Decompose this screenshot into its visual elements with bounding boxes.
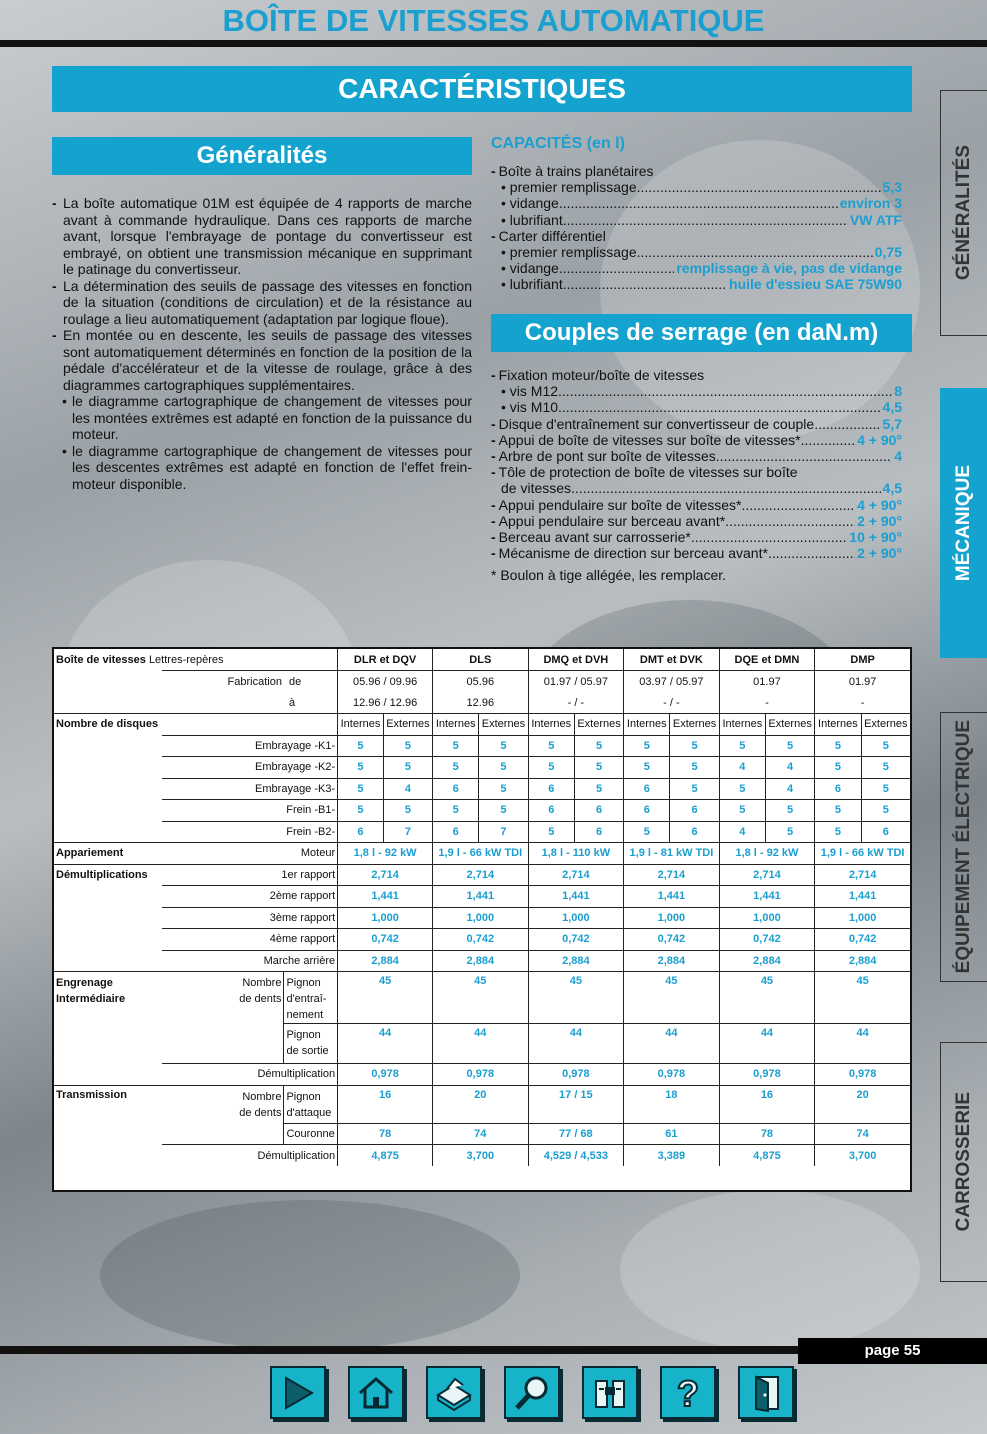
table-value: 5 [861,800,910,822]
search-icon [512,1373,552,1413]
tab-mecanique[interactable]: MÉCANIQUE [940,388,987,658]
table-value: 1,441 [624,886,720,908]
table-value: 78 [338,1123,433,1145]
table-value: 1,9 l - 81 kW TDI [624,843,720,865]
table-value: 6 [815,778,861,800]
table-cell: Fabrication [226,671,284,693]
table-value: 3,700 [815,1145,910,1167]
table-cell: à [289,696,296,709]
table-value: 4,529 / 4,533 [528,1145,624,1167]
table-value: 7 [383,821,432,843]
table-value: 6 [338,821,384,843]
torque-row: • vis M10 ..... 4,5 [491,399,902,415]
table-value: 6 [624,800,670,822]
table-value: 1,000 [528,907,624,929]
table-row [54,821,910,843]
table-value: 0,978 [433,1064,529,1086]
table-value: 5 [624,757,670,779]
table-value: 1,9 l - 66 kW TDI [433,843,529,865]
table-row [54,649,910,671]
table-value: 5 [766,800,815,822]
table-cell [162,1024,284,1064]
table-value: 5 [719,735,765,757]
table-section-label: Appariement [54,843,226,865]
svg-text:?: ? [677,1372,699,1413]
table-cell: 01.97 / 05.97 [528,671,624,693]
table-value: 5 [383,735,432,757]
table-cell: - / - [528,692,624,714]
torque-row: - Arbre de pont sur boîte de vitesses ..... 4 [491,448,902,464]
table-value: 2,714 [338,864,433,886]
table-cell [54,950,162,972]
table-cell: Internes [433,714,479,736]
table-value: 1,441 [528,886,624,908]
table-row [54,757,910,779]
tab-equipement-electrique[interactable]: ÉQUIPEMENT ÉLECTRIQUE [940,712,987,982]
table-cell [54,735,162,757]
table-cell: 01.97 [719,671,815,693]
table-value: 5 [624,735,670,757]
table-value: 5 [433,800,479,822]
generalites-subitem: • le diagramme cartographique de changement de vitesses pour les descentes extrêmes est adapté en fonction de l'effet frein-moteur disponible. [62,442,472,492]
binoculars-button[interactable] [582,1366,638,1419]
table-value: 0,742 [528,929,624,951]
table-row [54,692,910,714]
search-button[interactable] [504,1366,560,1419]
tab-generalites[interactable]: GÉNÉRALITÉS [940,90,987,336]
table-row [54,778,910,800]
table-cell: - [815,692,910,714]
table-cell: Embrayage -K1- [162,735,338,757]
table-row [54,800,910,822]
background-shape [100,1200,520,1350]
table-cell: Moteur [226,843,338,865]
table-value: 2,884 [719,950,815,972]
table-value: 4 [766,778,815,800]
table-value: 5 [861,778,910,800]
table-value: 5 [574,757,623,779]
table-value: 2,714 [433,864,529,886]
table-value: 0,742 [815,929,910,951]
table-value: 44 [528,1024,624,1064]
table-row [54,972,910,1024]
capacites-title: CAPACITÉS (en l) [491,135,625,152]
table-cell: Embrayage -K3- [162,778,338,800]
couples-list: - Fixation moteur/boîte de vitesses • vis M12 ..... 8 • vis M10 ..... 4,5 - Disque d'entraînement sur convertisseur de couple ..... 5,7 - Appui de boîte de vitesses sur boîte de vitesses* ..... 4 + 90° - Arbre de pont sur boîte de vitesses ..... 4 - Tôle de protection de boîte de vitesses sur boîte de vitesses ..... 4,5 - Appui pendulaire sur boîte de vitesses* ..... 4 + 90° - Appui pendulaire sur berceau avant* ..... 2 + 90° - Berceau avant sur carrosserie* ..... 10 + 90° - Mécanisme de direction sur berceau avant* ..... 2 + 90° * Boulon à tige allégée, les remplacer. [491,367,902,584]
table-value: 5 [766,735,815,757]
table-value: 45 [528,972,624,1024]
table-value: 5 [815,757,861,779]
table-cell [162,907,226,929]
table-value: 5 [383,800,432,822]
table-cell: Embrayage -K2- [162,757,338,779]
table-cell [54,778,162,800]
table-cell: 12.96 [433,692,529,714]
table-cell: Pignon d'attaque [284,1085,338,1123]
table-value: 6 [433,778,479,800]
table-header-cell: DMT et DVK [624,649,720,671]
table-row [54,714,910,736]
page-title: BOÎTE DE VITESSES AUTOMATIQUE [222,3,765,38]
table-value: 2,884 [338,950,433,972]
table-value: 5 [338,757,384,779]
capacity-row: • premier remplissage ..... 5,3 [491,179,902,195]
table-value: 5 [861,735,910,757]
torque-row: - Berceau avant sur carrosserie* ..... 10 + 90° [491,529,902,545]
table-value: 5 [815,821,861,843]
table-value: 45 [719,972,815,1024]
table-cell: - / - [624,692,720,714]
table-cell: 01.97 [815,671,910,693]
table-row [54,950,910,972]
table-value: 2,884 [433,950,529,972]
table-cell: Externes [479,714,528,736]
table-cell: Marche arrière [226,950,338,972]
table-value: 0,742 [338,929,433,951]
table-value: 44 [815,1024,910,1064]
table-header-cell: DQE et DMN [719,649,815,671]
torque-note: * Boulon à tige allégée, les remplacer. [491,567,727,584]
table-cell: Externes [861,714,910,736]
table-cell: Démultiplication [162,1064,338,1086]
table-cell [54,1064,162,1086]
table-value: 1,441 [338,886,433,908]
table-value: 0,978 [815,1064,910,1086]
table-value: 6 [574,800,623,822]
table-value: 0,742 [624,929,720,951]
table-section-label: Nombre de disques [54,714,338,736]
background-shape [620,1190,920,1350]
table-value: 6 [624,778,670,800]
table-row [54,886,910,908]
table-value: 45 [624,972,720,1024]
table-value: 1,000 [338,907,433,929]
table-cell: Pignon de sortie [284,1024,338,1064]
table-value: 2,884 [528,950,624,972]
table-cell: Frein -B1- [162,800,338,822]
table-value: 6 [670,821,719,843]
table-cell: 05.96 [433,671,529,693]
home-icon [356,1373,396,1413]
torque-row: - Appui pendulaire sur boîte de vitesses* ..... 4 + 90° [491,497,902,513]
capacity-row: • lubrifiant ..... VW ATF [491,212,902,228]
table-value: 74 [815,1123,910,1145]
table-value: 5 [338,778,384,800]
table-cell [54,671,162,693]
table-cell: 4ème rapport [226,929,338,951]
table-value: 74 [433,1123,529,1145]
table-value: 4,875 [719,1145,815,1167]
table-value: 1,000 [433,907,529,929]
table-value: 44 [624,1024,720,1064]
table-value: 1,8 l - 92 kW [719,843,815,865]
table-value: 6 [528,778,574,800]
table-cell [162,950,226,972]
table-value: 1,000 [719,907,815,929]
table-value: 5 [670,735,719,757]
table-value: 4 [719,757,765,779]
table-cell: Frein -B2- [162,821,338,843]
table-value: 0,978 [528,1064,624,1086]
table-value: 5 [815,735,861,757]
table-cell: 2ème rapport [226,886,338,908]
table-value: 5 [479,778,528,800]
table-section-label: Engrenage Intermédiaire [54,972,162,1024]
table-cell: Démultiplication [162,1145,338,1167]
table-cell: Internes [719,714,765,736]
table-value: 5 [433,757,479,779]
table-row [54,929,910,951]
couples-title: Couples de serrage (en daN.m) [491,314,912,352]
table-cell [54,1145,162,1167]
table-row [54,1024,910,1064]
table-value: 45 [433,972,529,1024]
table-cell [162,692,226,714]
table-value: 3,700 [433,1145,529,1167]
exit-button[interactable] [738,1366,794,1419]
table-cell: Internes [528,714,574,736]
table-value: 5 [719,778,765,800]
table-value: 5 [479,735,528,757]
table-value: 17 / 15 [528,1085,624,1123]
table-value: 18 [624,1085,720,1123]
table-value: 0,742 [433,929,529,951]
table-value: 20 [815,1085,910,1123]
table-value: 5 [528,757,574,779]
table-value: 5 [574,778,623,800]
table-cell [54,1123,162,1145]
table-value: 5 [624,821,670,843]
torque-row: - Appui de boîte de vitesses sur boîte de vitesses* ..... 4 + 90° [491,432,902,448]
table-cell: 1er rapport [226,864,338,886]
capacites-list: - Boîte à trains planétaires • premier remplissage ..... 5,3 • vidange ..... environ 3 • lubrifiant ..... VW ATF - Carter différentiel • premier remplissage ..... 0,75 • vidange ..... remplissage à vie, pas de vidange • lubrifiant ..... huile d'essieu SAE 75W90 [491,163,902,293]
table-value: 6 [670,800,719,822]
table-value: 45 [338,972,433,1024]
table-value: 5 [528,735,574,757]
table-cell: 12.96 / 12.96 [338,692,433,714]
table-cell: Externes [670,714,719,736]
table-value: 2,884 [815,950,910,972]
table-cell: Nombre de dents [162,1085,284,1123]
table-cell: Couronne [284,1123,338,1145]
table-value: 2,884 [624,950,720,972]
table-value: 77 / 68 [528,1123,624,1145]
table-section-label: Démultiplications [54,864,226,886]
table-value: 5 [766,821,815,843]
table-cell: Nombre de dents [162,972,284,1024]
table-cell: Internes [338,714,384,736]
table-value: 16 [338,1085,433,1123]
table-cell: Pignon d'entraî- nement [284,972,338,1024]
torque-label: Fixation moteur/boîte de vitesses [498,367,705,383]
table-row [54,864,910,886]
tab-carrosserie[interactable]: CARROSSERIE [940,1042,987,1282]
table-cell [54,800,162,822]
table-value: 3,389 [624,1145,720,1167]
generalites-subitem: • le diagramme cartographique de changement de vitesses pour les montées extrêmes est adapté en fonction de la puissance du moteur. [62,393,472,442]
table-value: 1,441 [433,886,529,908]
torque-row: - Disque d'entraînement sur convertisseur de couple ..... 5,7 [491,416,902,432]
table-value: 4 [383,778,432,800]
table-cell: Externes [574,714,623,736]
table-value: 5 [670,757,719,779]
next-icon [278,1373,318,1413]
table-value: 6 [861,821,910,843]
table-value: 4 [766,757,815,779]
top-rule [0,40,987,47]
table-value: 4 [719,821,765,843]
table-cell: - [719,692,815,714]
table-cell [54,886,162,908]
table-cell [54,907,162,929]
torque-row: de vitesses ..... 4,5 [491,480,902,496]
print-button[interactable] [426,1366,482,1419]
table-header-cell: DLR et DQV [338,649,433,671]
table-row [54,1064,910,1086]
table-row [54,735,910,757]
table-value: 5 [479,800,528,822]
table-value: 6 [574,821,623,843]
table-cell [54,692,162,714]
capacity-row: • vidange ..... remplissage à vie, pas de vidange [491,260,902,276]
table-value: 5 [719,800,765,822]
table-value: 16 [719,1085,815,1123]
table-value: 1,441 [815,886,910,908]
table-row [54,1123,910,1145]
generalites-item: - La détermination des seuils de passage des vitesses en fonction de la situation (conditions de circulation) et de la résistance au roulage a lieu automatiquement (adaptation par logique floue). [52,277,472,327]
table-value: 44 [338,1024,433,1064]
table-value: 61 [624,1123,720,1145]
next-button[interactable] [270,1366,326,1419]
table-header-cell: Boîte de vitesses Lettres-repères [56,653,224,666]
table-cell: 3ème rapport [226,907,338,929]
table-value: 7 [479,821,528,843]
table-value: 6 [433,821,479,843]
capacity-group-label: Carter différentiel [498,227,606,244]
table-cell [226,649,338,671]
table-value: 5 [861,757,910,779]
table-value: 0,978 [719,1064,815,1086]
table-value: 2,714 [719,864,815,886]
table-value: 5 [338,735,384,757]
table-cell [162,1123,284,1145]
table-value: 0,978 [624,1064,720,1086]
table-cell: Externes [766,714,815,736]
table-value: 2,714 [815,864,910,886]
table-value: 6 [528,800,574,822]
table-cell: Internes [815,714,861,736]
torque-row: - Mécanisme de direction sur berceau avant* ..... 2 + 90° [491,545,902,561]
table-value: 5 [670,778,719,800]
table-cell [54,1024,162,1064]
help-button[interactable] [660,1366,716,1419]
torque-label: Tôle de protection de boîte de vitesses sur boîte [498,464,798,481]
table-value: 78 [719,1123,815,1145]
generalites-text [52,195,472,492]
print-icon [433,1373,475,1413]
capacity-group-label: Boîte à trains planétaires [498,163,654,179]
capacity-row: • premier remplissage ..... 0,75 [491,244,902,260]
binoculars-icon [590,1373,630,1413]
table-cell [54,821,162,843]
table-value: 45 [815,972,910,1024]
table-cell [54,757,162,779]
table-cell: Internes [624,714,670,736]
torque-row: • vis M12 ..... 8 [491,383,902,399]
table-value: 5 [433,735,479,757]
table-value: 2,714 [624,864,720,886]
table-header-cell: DLS [433,649,529,671]
table-value: 1,441 [719,886,815,908]
table-cell: 03.97 / 05.97 [624,671,720,693]
table-header-cell: DMP [815,649,910,671]
torque-row: - Appui pendulaire sur berceau avant* ..... 2 + 90° [491,513,902,529]
table-section-label: Transmission [54,1085,162,1123]
table-row [54,1145,910,1167]
capacity-row: • vidange ..... environ 3 [491,195,902,211]
help-icon [668,1373,708,1413]
table-value: 4,875 [338,1145,433,1167]
page-number: page 55 [798,1338,987,1364]
table-cell: Externes [383,714,432,736]
table-value: 1,000 [624,907,720,929]
table-value: 0,978 [338,1064,433,1086]
table-value: 1,8 l - 110 kW [528,843,624,865]
table-cell [162,671,226,693]
table-value: 1,000 [815,907,910,929]
table-cell [54,929,162,951]
table-cell: de [284,671,338,693]
generalites-item: - La boîte automatique 01M est équipée de 4 rapports de marche avant à commande hydraulique. Dans ces rapports de marche avant, lorsque l'embrayage de pontage du convertisseur est embrayé, on obtient une transmission mécanique en supprimant le patinage du convertisseur. [52,195,472,277]
generalites-title: Généralités [52,137,472,175]
table-value: 1,9 l - 66 kW TDI [815,843,910,865]
table-row [54,1085,910,1123]
exit-icon [746,1373,786,1413]
table-value: 44 [433,1024,529,1064]
home-button[interactable] [348,1366,404,1419]
table-value: 5 [479,757,528,779]
table-cell [162,929,226,951]
table-header-cell: DMQ et DVH [528,649,624,671]
table-row [54,671,910,693]
table-value: 0,742 [719,929,815,951]
specs-table [52,647,912,1192]
section-title: CARACTÉRISTIQUES [52,66,912,112]
table-value: 5 [528,821,574,843]
table-row [54,907,910,929]
capacity-row: • lubrifiant ..... huile d'essieu SAE 75W90 [491,276,902,292]
table-value: 5 [815,800,861,822]
table-cell [226,692,284,714]
table-value: 44 [719,1024,815,1064]
table-row [54,843,910,865]
table-cell [162,886,226,908]
table-value: 5 [574,735,623,757]
table-value: 20 [433,1085,529,1123]
table-value: 1,8 l - 92 kW [338,843,433,865]
table-value: 5 [338,800,384,822]
table-cell: 05.96 / 09.96 [338,671,433,693]
table-value: 2,714 [528,864,624,886]
table-value: 5 [383,757,432,779]
generalites-item: - En montée ou en descente, les seuils de passage des vitesses sont automatiquement déterminés en fonction de la position de la pédale d'accélérateur et de la vitesse de roulage, grâce à des diagrammes cartographiques supplémentaires. [52,327,472,393]
